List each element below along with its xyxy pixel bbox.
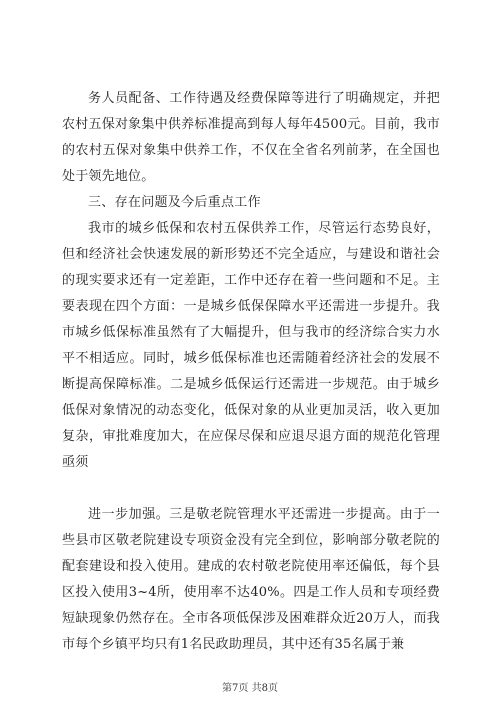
paragraph-spacer: [62, 476, 440, 502]
paragraph-continued: 进一步加强。三是敬老院管理水平还需进一步提高。由于一些县市区敬老院建设专项资金没有完全到位，影响部分敬老院的配套建设和投入使用。建成的农村敬老院使用率还偏低，每个县区投入使用3~4所，使用率不达40%。四是工作人员和专项经费短缺现象仍然存在。全市各项低保涉及困难群众近20万人，而我市每个乡镇平均只有1名民政助理员，其中还有35名属于兼: [62, 507, 440, 652]
paragraph-staffing: 务人员配备、工作待遇及经费保障等进行了明确规定，并把农村五保对象集中供养标准提高到每人每年4500元。目前，我市的农村五保对象集中供养工作，不仅在全省名列前茅，在全国也处于领先地位。: [62, 91, 440, 184]
paragraph-problems: 我市的城乡低保和农村五保供养工作，尽管运行态势良好，但和经济社会快速发展的新形势还不完全适应，与建设和谐社会的现实要求还有一定差距，工作中还存在着一些问题和不足。主要表现在四个方面：一是城乡低保保障水平还需进一步提升。我市城乡低保标准虽然有了大幅提升，但与我市的经济综合实力水平不相适应。同时，城乡低保标准也还需随着经济社会的发展不断提高保障标准。二是城乡低保运行还需进一步规范。由于城乡低保对象情况的动态变化，低保对象的从业更加灵活，收入更加复杂，审批难度加大，在应保尽保和应退尽退方面的规范化管理亟须: [62, 221, 440, 470]
document-body: [62, 86, 440, 658]
page-footer: 第7页 共8页: [222, 683, 278, 694]
section-heading: 三、存在问题及今后重点工作: [88, 195, 261, 210]
